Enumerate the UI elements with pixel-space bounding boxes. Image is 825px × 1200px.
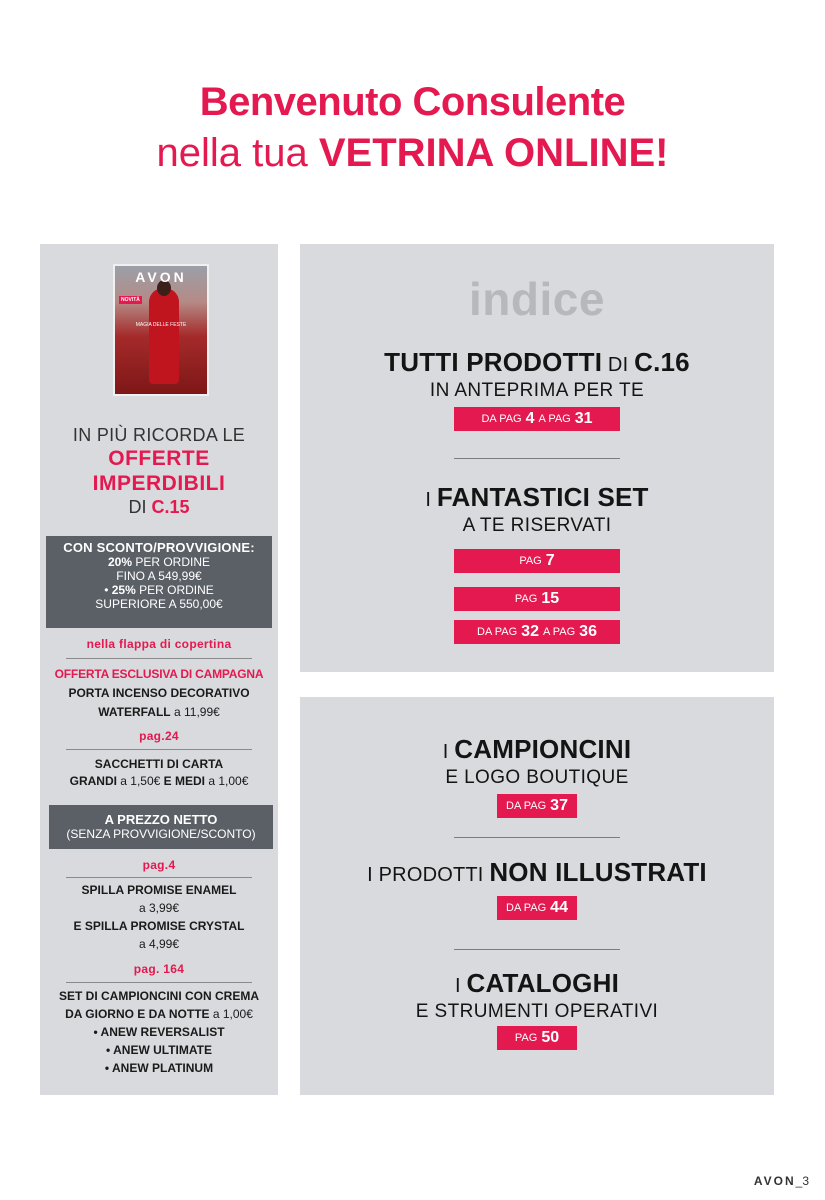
pill-number: 4 [525,410,535,427]
discount-row-2: FINO A 549,99€ [116,569,202,583]
divider [454,837,620,838]
section-sets-thin: I [425,489,437,511]
net-price-title: A PREZZO NETTO [104,812,218,827]
page-ref-24[interactable]: pag.24 [139,729,179,743]
samples-item: • ANEW ULTIMATE [106,1043,212,1057]
section-catalogs-bold: CATALOGHI [466,968,619,998]
footer-brand: AVON [753,1174,796,1188]
bags-line-2 [40,773,278,790]
section-samples-thin: I [442,741,455,763]
remind-line-3: IMPERDIBILI [92,472,226,495]
section-catalogs-thin: I [455,975,467,997]
page-ref-164[interactable]: pag. 164 [133,962,185,976]
section-sets [300,482,774,537]
samples-item: • ANEW PLATINUM [104,1061,214,1075]
brooch-line-3: E SPILLA PROMISE CRYSTAL [73,919,245,933]
cover-brand: AVON [135,269,187,285]
footer-page-number: _3 [795,1174,809,1188]
pill-label: PAG [519,555,542,567]
divider [66,749,252,750]
index-panel [300,244,774,672]
discount-row-3-pct: 25% [111,583,136,597]
section-samples-title [300,734,774,767]
section-samples [300,734,774,789]
discount-row-3-text: PER ORDINE [135,583,214,597]
divider [454,949,620,950]
discount-row-1 [46,555,272,569]
section-non-illustrated-thin: I PRODOTTI [367,864,490,886]
brooch-line-2: a 3,99€ [138,901,180,915]
pill-number: 31 [574,410,593,427]
divider [66,982,252,983]
section-catalogs [300,968,774,1023]
exclusive-product: WATERFALL [98,705,171,719]
exclusive-price: a 11,99€ [170,705,220,719]
page-7[interactable] [454,549,620,573]
section-all-products-thin: DI [602,354,635,376]
pill-label: PAG [514,1032,538,1044]
exclusive-line-1: PORTA INCENSO DECORATIVO [68,686,250,700]
section-catalogs-title [300,968,774,1001]
section-all-products-title [300,347,774,380]
pill-label: DA PAG [506,902,547,914]
net-price-subtitle: (SENZA PROVVIGIONE/SCONTO) [66,827,256,841]
net-price-box [49,805,273,849]
section-samples-bold: CAMPIONCINI [454,734,632,764]
index-title: indice [469,273,605,325]
discount-row-1-pct: 20% [107,555,132,569]
page-heading [0,80,825,176]
pill-number: 50 [541,1029,560,1046]
bags-medium-price: a 1,00€ [205,774,249,788]
section-sets-title [300,482,774,515]
remind-line-4 [40,496,278,518]
section-all-products-subtitle: IN ANTEPRIMA PER TE [429,380,645,401]
brooch-line-1: SPILLA PROMISE ENAMEL [81,883,237,897]
samples-item: • ANEW REVERSALIST [93,1025,225,1039]
page-from-37[interactable] [497,794,577,818]
page-15[interactable] [454,587,620,611]
pill-number: 32 [521,623,539,640]
discount-row-3-bullet: • [104,583,112,597]
bags-large-price: a 1,50€ [116,774,164,788]
discount-title: CON SCONTO/PROVVIGIONE: [63,540,255,555]
section-non-illustrated-title [300,857,774,890]
discount-row-3 [46,583,272,597]
pill-number: 7 [545,552,555,569]
divider [66,658,252,659]
section-non-illustrated-bold: NON ILLUSTRATI [489,857,707,887]
catalog-cover-image[interactable] [113,264,209,396]
discount-box [46,536,272,628]
section-all-products [300,347,774,402]
samples-cream: DA GIORNO E DA NOTTE [65,1007,210,1021]
heading-line-2-bold: VETRINA ONLINE [318,131,656,175]
page-ref-4[interactable]: pag.4 [142,858,176,872]
divider [66,877,252,878]
page-50[interactable] [497,1026,577,1050]
heading-line-1: Benvenuto Consulente [199,80,626,124]
discount-row-1-text: PER ORDINE [132,555,211,569]
heading-line-2-suffix: ! [655,131,669,175]
index-panel-2 [300,697,774,1095]
remind-line-1: IN PIÙ RICORDA LE [72,425,246,445]
offers-sidebar [40,244,278,1095]
section-non-illustrated [300,857,774,890]
remind-line-4-prefix: DI [128,497,152,517]
discount-row-4: SUPERIORE A 550,00€ [95,597,223,611]
section-samples-subtitle: E LOGO BOUTIQUE [445,767,629,788]
exclusive-line-2 [40,704,278,721]
pill-number: 15 [541,590,560,607]
pill-number: 36 [579,623,597,640]
cover-line: MAGIA DELLE FESTE [135,322,187,328]
samples-price: a 1,00€ [209,1007,253,1021]
page-range-4-31[interactable] [454,407,620,431]
cover-model-dress [149,288,179,384]
samples-line-2 [40,1006,278,1023]
section-all-products-bold-a: TUTTI PRODOTTI [384,347,603,377]
bags-large: GRANDI [69,774,117,788]
page-from-44[interactable] [497,896,577,920]
section-all-products-bold-b: C.16 [634,347,690,377]
pill-label: A PAG [538,413,571,425]
section-sets-bold: FANTASTICI SET [436,482,649,512]
remind-block [40,424,278,518]
exclusive-offer-title: OFFERTA ESCLUSIVA DI CAMPAGNA [54,667,264,681]
bags-line-1: SACCHETTI DI CARTA [94,757,224,771]
cover-tag: NOVITÀ [121,297,140,303]
pill-label: A PAG [542,626,576,638]
section-catalogs-subtitle: E STRUMENTI OPERATIVI [415,1001,659,1022]
pill-label: PAG [514,593,538,605]
samples-line-1: SET DI CAMPIONCINI CON CREMA [58,989,259,1003]
pill-label: DA PAG [506,800,547,812]
page-range-32-36[interactable] [454,620,620,644]
pill-number: 44 [550,899,568,916]
pill-label: DA PAG [481,413,522,425]
pill-number: 37 [550,797,568,814]
heading-line-2 [0,130,825,176]
divider [454,458,620,459]
remind-line-2: OFFERTE [108,447,210,470]
page-footer [754,1174,809,1188]
section-sets-subtitle: A TE RISERVATI [462,515,612,536]
remind-line-4-bold: C.15 [151,497,190,517]
pill-label: DA PAG [477,626,518,638]
flap-note[interactable]: nella flappa di copertina [86,637,232,651]
heading-line-2-prefix: nella tua [156,131,319,175]
bags-medium: E MEDI [163,774,206,788]
brooch-line-4: a 4,99€ [138,937,180,951]
